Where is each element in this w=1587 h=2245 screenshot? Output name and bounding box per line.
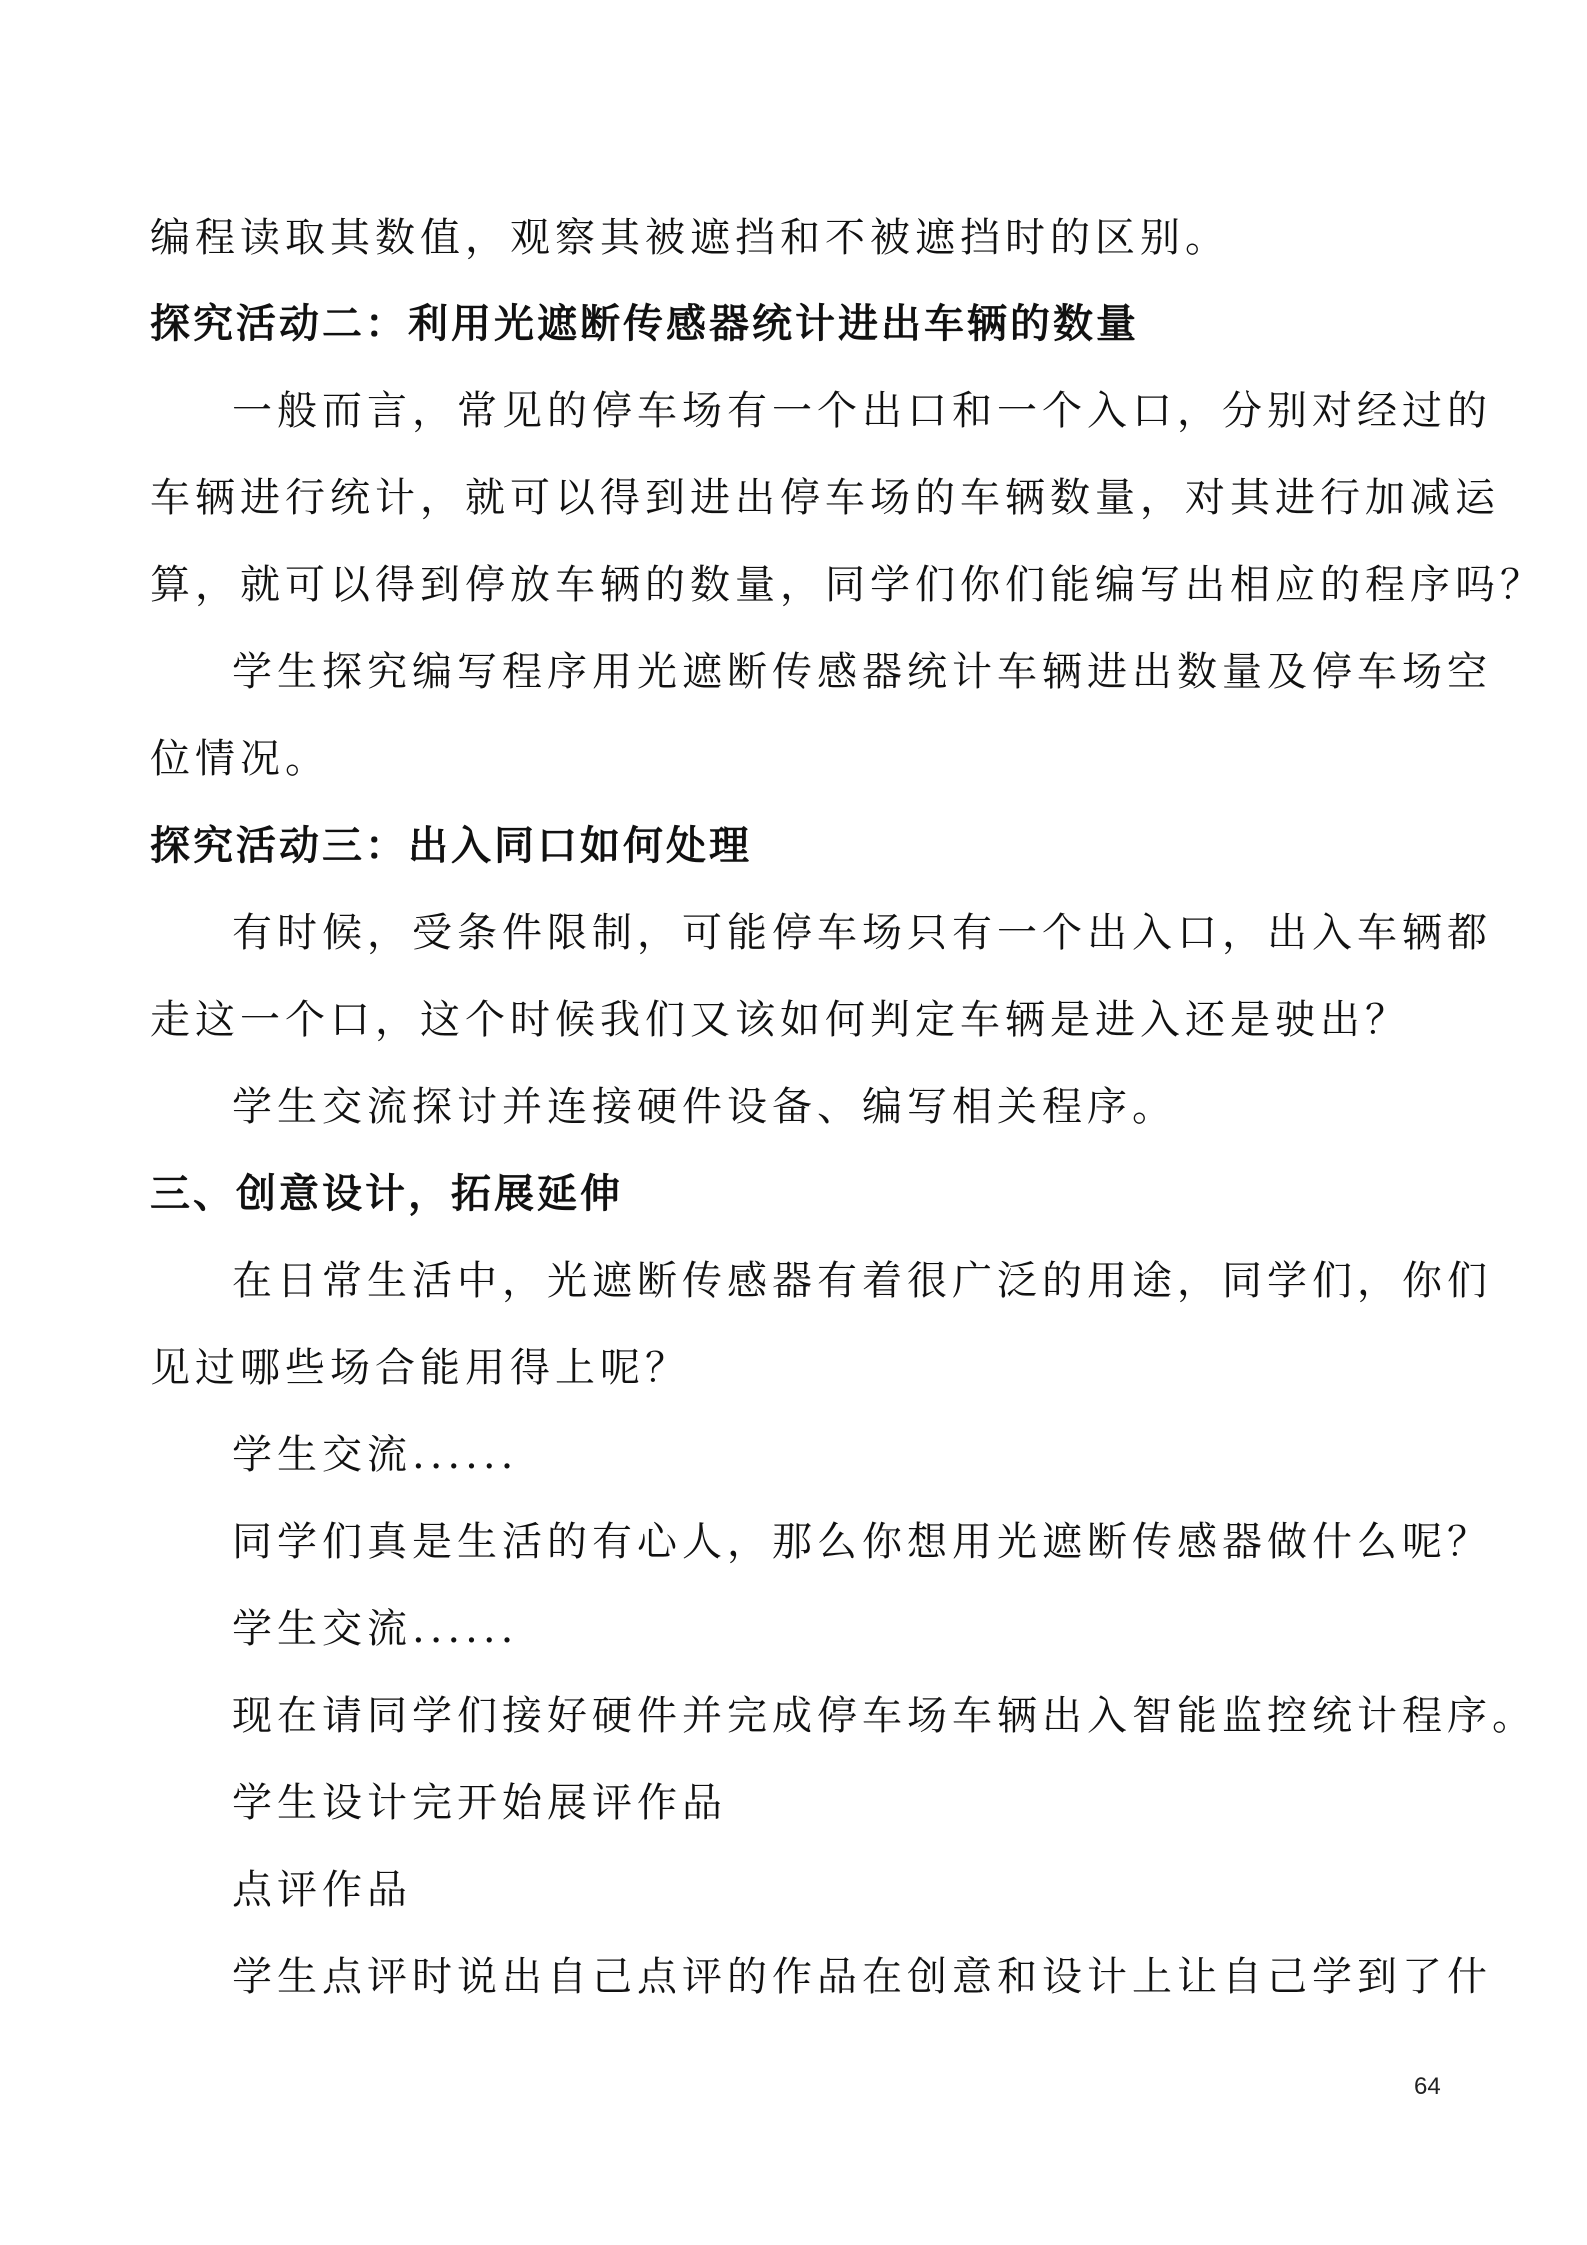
paragraph-line: 学生探究编写程序用光遮断传感器统计车辆进出数量及停车场空	[232, 649, 1492, 695]
paragraph-line: 学生交流探讨并连接硬件设备、编写相关程序。	[232, 1084, 1177, 1130]
paragraph-line: 学生设计完开始展评作品	[232, 1780, 727, 1826]
paragraph-line: 有时候，受条件限制，可能停车场只有一个出入口，出入车辆都	[232, 910, 1492, 956]
paragraph-line: 学生点评时说出自己点评的作品在创意和设计上让自己学到了什	[232, 1954, 1492, 2000]
paragraph-line: 算，就可以得到停放车辆的数量，同学们你们能编写出相应的程序吗？	[150, 562, 1545, 608]
paragraph-line: 走这一个口，这个时候我们又该如何判定车辆是进入还是驶出？	[150, 997, 1410, 1043]
paragraph-line: 学生交流......	[232, 1432, 519, 1478]
section-heading-creative-design: 三、创意设计，拓展延伸	[150, 1171, 623, 1217]
heading-activity-three: 探究活动三：出入同口如何处理	[150, 823, 752, 869]
paragraph-line: 见过哪些场合能用得上呢？	[150, 1345, 690, 1391]
paragraph-line: 车辆进行统计，就可以得到进出停车场的车辆数量，对其进行加减运	[150, 475, 1500, 521]
paragraph-line: 位情况。	[150, 736, 330, 782]
paragraph-line-continuation: 编程读取其数值，观察其被遮挡和不被遮挡时的区别。	[150, 215, 1230, 261]
paragraph-line: 学生交流......	[232, 1606, 519, 1652]
heading-activity-two: 探究活动二：利用光遮断传感器统计进出车辆的数量	[150, 301, 1139, 347]
paragraph-line: 同学们真是生活的有心人，那么你想用光遮断传感器做什么呢？	[232, 1519, 1492, 1565]
page-number: 64	[1414, 2073, 1441, 2100]
paragraph-line: 现在请同学们接好硬件并完成停车场车辆出入智能监控统计程序。	[232, 1693, 1537, 1739]
paragraph-line: 一般而言，常见的停车场有一个出口和一个入口，分别对经过的	[232, 388, 1492, 434]
paragraph-line: 在日常生活中，光遮断传感器有着很广泛的用途，同学们，你们	[232, 1258, 1492, 1304]
paragraph-line: 点评作品	[232, 1867, 412, 1913]
